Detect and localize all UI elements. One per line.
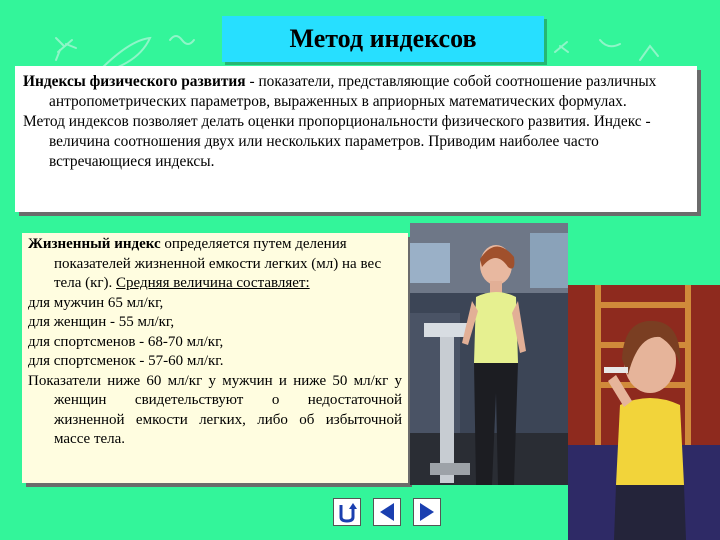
vital-index-note: Показатели ниже 60 мл/кг у мужчин и ниже 50 мл/кг у женщин свидетельствуют о недостаточной жизненной емкости легких, либо об избыточной массе тела. bbox=[28, 372, 402, 447]
average-value-label: Средняя величина составляет: bbox=[116, 275, 310, 291]
definition-text: - показатели, представляющие собой соотношение различных антропометрических параметров, выраженных в априорных математических формулах. bbox=[49, 73, 657, 110]
photo-woman-weighing bbox=[410, 223, 568, 485]
previous-triangle-icon bbox=[374, 499, 400, 525]
value-line-sportsmen: для спортсменов - 68-70 мл/кг, bbox=[28, 333, 224, 350]
intro-paragraph-definition bbox=[23, 72, 689, 112]
vital-index-box bbox=[22, 233, 408, 483]
vital-index-text: определяется путем деления показателей жизненной емкости легких (мл) на вес тела (кг). bbox=[54, 236, 382, 291]
value-line-sportswomen: для спортсменок - 57-60 мл/кг. bbox=[28, 353, 224, 369]
photo-woman-spirometer bbox=[568, 285, 720, 540]
vital-index-definition bbox=[28, 235, 402, 294]
value-line-women: для женщин - 55 мл/кг, bbox=[28, 314, 175, 330]
intro-paragraph-method: Метод индексов позволяет делать оценки пропорциональности физического развития. Индекс - величина соотношения двух или нескольких параметров. Приводим наиболее часто встречающиеся индексы. bbox=[23, 113, 651, 170]
term-physical-development-indices: Индексы физического развития bbox=[23, 73, 246, 90]
previous-slide-button[interactable] bbox=[373, 498, 401, 526]
slide-title: Метод индексов bbox=[222, 16, 544, 62]
return-button[interactable] bbox=[333, 498, 361, 526]
next-triangle-icon bbox=[414, 499, 440, 525]
value-line-men: для мужчин 65 мл/кг, bbox=[28, 294, 164, 311]
intro-text-box bbox=[15, 66, 697, 212]
term-vital-index: Жизненный индекс bbox=[28, 236, 161, 252]
next-slide-button[interactable] bbox=[413, 498, 441, 526]
return-arrow-icon bbox=[334, 499, 360, 525]
